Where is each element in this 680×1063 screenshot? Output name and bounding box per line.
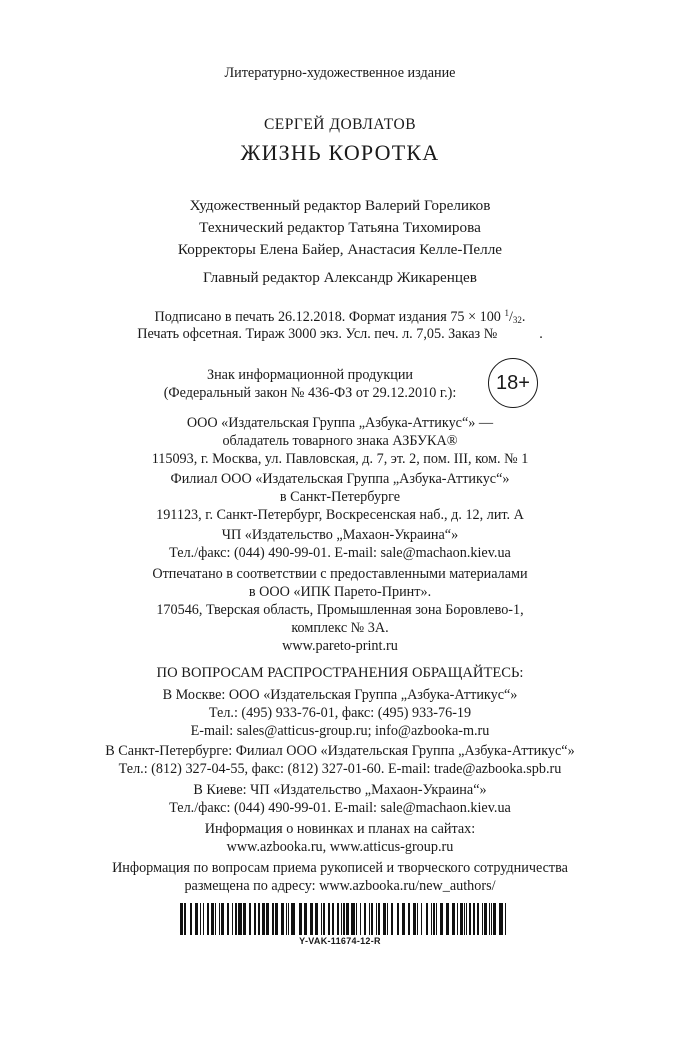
tech-editor: Технический редактор Татьяна Тихомирова xyxy=(199,219,481,236)
print-info-order-end: . xyxy=(539,326,543,342)
barcode-bar xyxy=(258,903,260,935)
barcode-bar xyxy=(466,903,467,935)
barcode-bar xyxy=(433,903,435,935)
barcode-bar xyxy=(221,903,224,935)
barcode-bar xyxy=(328,903,330,935)
barcode-bar xyxy=(482,903,483,935)
barcode-bar xyxy=(436,903,437,935)
barcode-bar xyxy=(281,903,284,935)
barcode-code: Y-VAK-11674-12-R xyxy=(299,936,381,946)
barcode-bar xyxy=(343,903,345,935)
barcode-bar xyxy=(371,903,373,935)
barcode-bar xyxy=(249,903,251,935)
barcode-bar xyxy=(364,903,366,935)
barcode-bar xyxy=(493,903,496,935)
barcode-bar xyxy=(360,903,361,935)
proofreaders: Корректоры Елена Байер, Анастасия Келле-Пелле xyxy=(177,241,503,258)
barcode-bar xyxy=(304,903,307,935)
barcode-bar xyxy=(180,903,183,935)
printer-line: комплекс № 3А. xyxy=(291,620,389,636)
printer-website: www.pareto-print.ru xyxy=(282,638,398,654)
barcode-bar xyxy=(315,903,318,935)
print-info-order: Печать офсетная. Тираж 3000 экз. Усл. печ. л. 7,05. Заказ № xyxy=(137,326,498,342)
barcode-bar xyxy=(207,903,209,935)
barcode-bar xyxy=(426,903,428,935)
barcode-bar xyxy=(219,903,220,935)
barcode-bar xyxy=(383,903,386,935)
distribution-moscow: В Москве: ООО «Издательская Группа „Азбука-Аттикус“» xyxy=(162,687,518,703)
barcode-bar xyxy=(332,903,334,935)
barcode-bar xyxy=(190,903,192,935)
barcode-bar xyxy=(351,903,355,935)
chief-editor: Главный редактор Александр Жикаренцев xyxy=(203,269,477,286)
barcode-bar xyxy=(235,903,237,935)
printer-line: 170546, Тверская область, Промышленная зона Боровлево-1, xyxy=(156,602,524,618)
publisher-line: ООО «Издательская Группа „Азбука-Аттикус“» — xyxy=(186,415,494,431)
info-mark-law: (Федеральный закон № 436-ФЗ от 29.12.2010 г.): xyxy=(163,385,457,401)
printer-line: Отпечатано в соответствии с предоставленными материалами xyxy=(152,566,528,582)
barcode-bar xyxy=(262,903,265,935)
info-mark-block xyxy=(140,366,480,402)
info-mark-label: Знак информационной продукции xyxy=(206,367,414,383)
barcode-bar xyxy=(369,903,370,935)
distribution-heading: ПО ВОПРОСАМ РАСПРОСТРАНЕНИЯ ОБРАЩАЙТЕСЬ: xyxy=(156,665,524,681)
barcode-bar xyxy=(288,903,289,935)
barcode-bar xyxy=(310,903,313,935)
barcode xyxy=(180,903,508,935)
barcode-bar xyxy=(484,903,487,935)
barcode-bar xyxy=(473,903,475,935)
barcode-bar xyxy=(376,903,377,935)
barcode-bar xyxy=(215,903,216,935)
distribution-kiev: В Киеве: ЧП «Издательство „Махаон-Украина“» xyxy=(193,782,487,798)
barcode-bar xyxy=(238,903,242,935)
news-websites: www.azbooka.ru, www.atticus-group.ru xyxy=(226,839,454,855)
barcode-bar xyxy=(200,903,201,935)
publisher-line: в Санкт-Петербурге xyxy=(279,489,401,505)
barcode-bar xyxy=(387,903,388,935)
barcode-bar xyxy=(446,903,449,935)
barcode-bar xyxy=(321,903,322,935)
barcode-bar xyxy=(195,903,198,935)
barcode-bar xyxy=(391,903,393,935)
print-info-line-2 xyxy=(0,325,680,343)
distribution-spb: В Санкт-Петербурге: Филиал ООО «Издательская Группа „Азбука-Аттикус“» xyxy=(105,743,575,759)
barcode-bar xyxy=(460,903,463,935)
barcode-bar xyxy=(491,903,492,935)
barcode-bar xyxy=(402,903,405,935)
publisher-line: обладатель товарного знака АЗБУКА® xyxy=(222,433,458,449)
barcode-bar xyxy=(452,903,455,935)
barcode-bar xyxy=(272,903,274,935)
distribution-moscow: E-mail: sales@atticus-group.ru; info@azbooka-m.ru xyxy=(190,723,490,739)
barcode-bar xyxy=(378,903,380,935)
art-editor: Художественный редактор Валерий Гореликов xyxy=(189,197,491,214)
barcode-bar xyxy=(323,903,325,935)
printer-line: в ООО «ИПК Парето-Принт». xyxy=(248,584,432,600)
barcode-bar xyxy=(346,903,349,935)
barcode-bar xyxy=(464,903,465,935)
distribution-moscow: Тел.: (495) 933-76-01, факс: (495) 933-76-19 xyxy=(208,705,472,721)
print-info-text: Подписано в печать 26.12.2018. Формат издания 75 × 100 xyxy=(154,309,505,325)
distribution-spb: Тел.: (812) 327-04-55, факс: (812) 327-01-60. E-mail: trade@azbooka.spb.ru xyxy=(118,761,562,777)
barcode-bar xyxy=(291,903,295,935)
barcode-bar xyxy=(243,903,246,935)
genre-label: Литературно-художественное издание xyxy=(224,65,456,81)
format-end: . xyxy=(521,309,526,325)
book-title: ЖИЗНЬ КОРОТКА xyxy=(240,140,440,165)
barcode-bar xyxy=(286,903,287,935)
barcode-bar xyxy=(266,903,269,935)
author-name: СЕРГЕЙ ДОВЛАТОВ xyxy=(263,116,417,133)
barcode-bar xyxy=(477,903,479,935)
barcode-bar xyxy=(421,903,422,935)
distribution-kiev: Тел./факс: (044) 490-99-01. E-mail: sale@machaon.kiev.ua xyxy=(169,800,511,816)
barcode-bar xyxy=(457,903,458,935)
publisher-line: ЧП «Издательство „Махаон-Украина“» xyxy=(221,527,459,543)
barcode-bar xyxy=(440,903,443,935)
format-slash: / xyxy=(508,309,513,325)
barcode-bar xyxy=(397,903,399,935)
barcode-bar xyxy=(431,903,432,935)
barcode-bar xyxy=(469,903,471,935)
barcode-bar xyxy=(184,903,186,935)
publisher-line: 115093, г. Москва, ул. Павловская, д. 7, эт. 2, пом. III, ком. № 1 xyxy=(151,451,529,467)
barcode-bar xyxy=(299,903,302,935)
barcode-bar xyxy=(232,903,233,935)
barcode-bar xyxy=(408,903,410,935)
publisher-line: Тел./факс: (044) 490-99-01. E-mail: sale@machaon.kiev.ua xyxy=(169,545,511,561)
news-info: Информация о новинках и планах на сайтах: xyxy=(204,821,476,837)
barcode-bar xyxy=(356,903,357,935)
manuscripts-address: размещена по адресу: www.azbooka.ru/new_authors/ xyxy=(184,878,496,894)
barcode-bar xyxy=(413,903,416,935)
barcode-bar xyxy=(337,903,339,935)
format-denominator: 32 xyxy=(512,315,522,325)
barcode-bar xyxy=(254,903,256,935)
barcode-bar xyxy=(417,903,418,935)
age-rating-badge: 18+ xyxy=(488,358,538,408)
barcode-bar xyxy=(275,903,278,935)
barcode-bar xyxy=(489,903,490,935)
format-numerator: 1 xyxy=(504,308,509,318)
barcode-bar xyxy=(505,903,506,935)
barcode-bar xyxy=(341,903,342,935)
barcode-bar xyxy=(227,903,229,935)
publisher-line: Филиал ООО «Издательская Группа „Азбука-Аттикус“» xyxy=(170,471,510,487)
barcode-bar xyxy=(499,903,503,935)
barcode-bar xyxy=(203,903,204,935)
manuscripts-info: Информация по вопросам приема рукописей и творческого сотрудничества xyxy=(112,860,568,876)
publisher-line: 191123, г. Санкт-Петербург, Воскресенская наб., д. 12, лит. А xyxy=(156,507,524,523)
barcode-bar xyxy=(211,903,214,935)
